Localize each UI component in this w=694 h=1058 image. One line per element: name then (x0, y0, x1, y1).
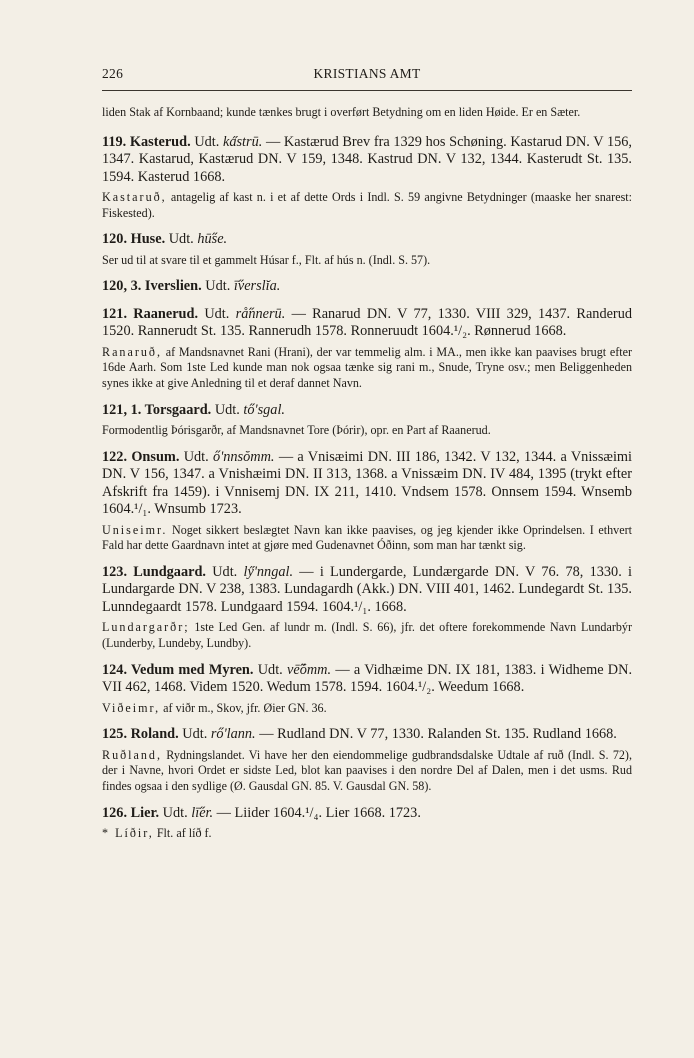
entry-note (102, 523, 632, 554)
entry-forms: — a Vnisæimi DN. III 186, 1342. V 132, 1344. a Vnissæimi DN. V 156, 1347. a Vnishæimi DN. II 313, 1368. a Vnissæim DN. IV 484, 1395 (trykt efter Afskrift fra 1459). i Vnnisemj DN. IX 211, 1410. Vndsem 1578. Onnsem 1594. Wnsemb 1604.¹/₁. Wnsumb 1723. (102, 448, 633, 518)
entry-forms: — a Vidhæime DN. IX 181, 1383. i Widheme DN. VII 462, 1468. Videm 1520. Wedum 1578. 1594. 1604.¹/₂. Weedum 1668. (102, 661, 633, 696)
entry-forms: — i Lundergarde, Lundærgarde DN. V 76. 78, 1330. i Lundargarde DN. V 238, 1383. Lundagardh (Akk.) DN. VIII 401, 1462. Lundegardt St. 135. Lunndegaardt 1578. Lundgaard 1594. 1604.¹/₁. 1668. (102, 563, 632, 615)
entry-etymon: Uniseimr. (102, 522, 168, 537)
entry-note-text: 1ste Led Gen. af lundr m. (Indl. S. 66), jfr. det oftere forekommende Navn Lundarbýr (Lunderby, Lundeby, Lundby). (102, 620, 632, 651)
page-body (102, 105, 632, 842)
entry-heading: 123. Lundgaard. (102, 563, 206, 580)
entry-udt-label: Udt. (214, 401, 240, 418)
entry-etymon: Viðeimr, (102, 700, 161, 715)
entry-note (102, 826, 632, 842)
entry-note-text: antagelig af kast n. i et af dette Ords i Indl. S. 59 angivne Betydninger (maaske her snarest: Fiskested). (102, 190, 632, 220)
page-number: 226 (102, 66, 124, 81)
entry (102, 278, 632, 296)
entry (102, 134, 632, 187)
entry-etymon: Ruðland, (102, 747, 163, 762)
intro-note: liden Stak af Kornbaand; kunde tænkes brugt i overført Betydning om en liden Høide. Er en Sæter. (102, 105, 581, 119)
entry-udt-label: Udt. (204, 305, 230, 322)
entry-list (102, 134, 632, 842)
entry-note-text: af Mandsnavnet Rani (Hrani), der var temmelig alm. i MA., men ikke kan paavises brugt efter 16de Aarh. Som 1ste Led kunde man nok ogsaa tænke sig rani m., Snude, Tryne osv.; men Beliggenheden synes ikke at give Anledning til et deraf dannet Navn. (102, 344, 632, 391)
entry (102, 306, 632, 341)
entry (102, 231, 632, 249)
entry (102, 805, 632, 823)
entry (102, 402, 632, 420)
entry-pronunciation: ő'nnsŏmm. (213, 448, 275, 465)
entry-udt-label: Udt. (162, 804, 188, 821)
entry-note-text: Ser ud til at svare til et gammelt Húsar f., Flt. af hús n. (Indl. S. 57). (102, 252, 431, 267)
entry-heading: 120. Huse. (102, 231, 166, 248)
entry-pronunciation: tő'sgal. (243, 401, 286, 418)
entry-note (102, 190, 632, 221)
entry-note-text: Formodentlig Þórisgarðr, af Mandsnavnet Tore (Þórir), opr. en Part af Raanerud. (102, 423, 491, 438)
entry (102, 662, 632, 697)
entry-note (102, 701, 632, 717)
entry-heading: 125. Roland. (102, 726, 179, 743)
entry-pronunciation: vē̋ŏmm. (287, 661, 332, 678)
entry-note-text: af viðr m., Skov, jfr. Øier GN. 36. (163, 700, 327, 715)
entry-udt-label: Udt. (168, 231, 194, 248)
entry-udt-label: Udt. (212, 563, 238, 580)
entry-forms: — Ranarud DN. V 77, 1330. VIII 329, 1437. Randerud 1520. Rannerudt St. 135. Rannerudh 1578. Ronneruudt 1604.¹/₂. Rønnerud 1668. (102, 305, 632, 340)
entry-forms: — Liider 1604.¹/₄. Lier 1668. 1723. (216, 804, 421, 821)
entry-note-text: Flt. af líð f. (156, 826, 212, 840)
header-rule (102, 90, 632, 91)
entry-etymon: Ranaruð, (102, 344, 162, 359)
entry-heading: 119. Kasterud. (102, 133, 191, 150)
entry-forms: — Kastærud Brev fra 1329 hos Schøning. Kastarud DN. V 156, 1347. Kastarud, Kastærud DN. V 159, 1348. Kastrud DN. V 132, 1344. Kasterudt St. 135. 1594. Kasterud 1668. (102, 133, 632, 185)
entry-heading: 121, 1. Torsgaard. (102, 401, 212, 418)
entry-note (102, 345, 632, 392)
entry-pronunciation: rő'lann. (210, 726, 256, 743)
entry (102, 726, 632, 744)
entry-udt-label: Udt. (194, 133, 220, 150)
entry-heading: 122. Onsum. (102, 448, 180, 465)
entry-udt-label: Udt. (183, 448, 209, 465)
entry-pronunciation: hū̋se. (197, 231, 228, 248)
entry-heading: 121. Raanerud. (102, 305, 199, 322)
entry-udt-label: Udt. (257, 661, 283, 678)
entry-note (102, 423, 632, 439)
entry-note (102, 748, 632, 795)
entry-pronunciation: ī̋verslĭa. (233, 278, 281, 295)
entry-udt-label: Udt. (205, 278, 231, 295)
entry-etymon: Lundargarðr; (102, 620, 190, 635)
entry-pronunciation: rå̋nnerū. (235, 305, 286, 322)
entry-heading: 120, 3. Iverslien. (102, 278, 202, 295)
entry-heading: 124. Vedum med Myren. (102, 661, 254, 678)
entry-pronunciation: lī̋er. (191, 804, 214, 821)
entry-etymon: Kastaruð, (102, 190, 167, 205)
entry-note-text: Rydningslandet. Vi have her den eiendommelige gudbrandsdalske Udtale af ruð (Indl. S. 72), der i Navne, hvori Ordet er sidste Led, blot kan paavises i den nordre Del af Dalen, men i det usms. Rud findes ogsaa i den sydlige (Ø. Gausdal GN. 85. V. Gausdal GN. 58). (102, 747, 632, 793)
entry-pronunciation: ly̋'nngal. (243, 563, 294, 580)
entry-note-text: Noget sikkert beslægtet Navn kan ikke paavises, og jeg kjender ikke Oprindelsen. I ethvert Fald har dette Gaardnavn intet at gjøre med Gudenavnet Óðinn, som man har tænkt sig. (102, 522, 632, 553)
entry-udt-label: Udt. (182, 726, 208, 743)
entry (102, 449, 632, 519)
entry-note (102, 253, 632, 269)
entry-etymon: * Líðir, (102, 826, 154, 840)
entry-note (102, 620, 632, 651)
entry (102, 564, 632, 617)
entry-forms: — Rudland DN. V 77, 1330. Ralanden St. 135. Rudland 1668. (259, 726, 617, 743)
entry-pronunciation: ka̋strū. (223, 133, 263, 150)
entry-heading: 126. Lier. (102, 804, 160, 821)
running-title: KRISTIANS AMT (313, 66, 421, 81)
